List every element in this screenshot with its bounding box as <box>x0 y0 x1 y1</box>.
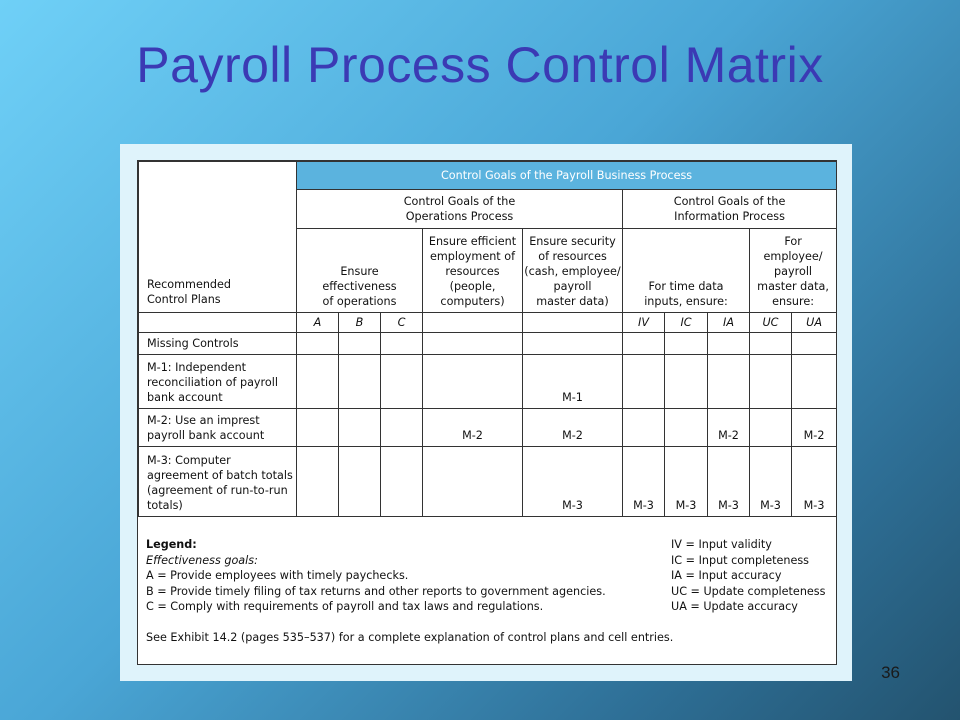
master-data-header: For employee/ payroll master data, ensure: <box>750 229 837 313</box>
matrix-cell <box>423 333 523 355</box>
matrix-cell <box>665 355 708 409</box>
matrix-cell: M-3 <box>665 447 708 517</box>
matrix-cell <box>381 447 423 517</box>
matrix-cell <box>297 447 339 517</box>
column-code <box>423 313 523 333</box>
matrix-cell: M-2 <box>423 409 523 447</box>
control-matrix-panel <box>137 160 837 665</box>
matrix-cell <box>339 355 381 409</box>
matrix-cell: M-1 <box>523 355 623 409</box>
legend-code: IC = Input completeness <box>671 553 810 567</box>
column-code: IC <box>665 313 708 333</box>
matrix-cell <box>665 409 708 447</box>
legend-subheading: Effectiveness goals: <box>146 553 258 567</box>
matrix-cell <box>339 333 381 355</box>
column-code <box>523 313 623 333</box>
slide-title: Payroll Process Control Matrix <box>136 37 824 93</box>
matrix-cell <box>750 409 792 447</box>
matrix-cell: M-2 <box>792 409 837 447</box>
matrix-cell <box>297 355 339 409</box>
column-code: UA <box>792 313 837 333</box>
section-label: Missing Controls <box>139 333 297 355</box>
control-plan-label: M-2: Use an imprest payroll bank account <box>139 409 297 447</box>
matrix-cell <box>708 333 750 355</box>
column-code: A <box>297 313 339 333</box>
matrix-cell <box>623 409 665 447</box>
matrix-cell <box>750 355 792 409</box>
matrix-cell <box>750 333 792 355</box>
legend-code: IA = Input accuracy <box>671 569 782 582</box>
column-code: UC <box>750 313 792 333</box>
table-row <box>139 447 837 517</box>
empty-cell <box>139 313 297 333</box>
information-group-header: Control Goals of the Information Process <box>623 190 837 229</box>
matrix-cell <box>665 333 708 355</box>
column-code: B <box>339 313 381 333</box>
control-plan-label: M-1: Independent reconciliation of payroll bank account <box>139 355 297 409</box>
matrix-cell: M-3 <box>708 447 750 517</box>
matrix-cell <box>792 333 837 355</box>
legend-heading: Legend: <box>146 538 197 551</box>
matrix-cell <box>623 333 665 355</box>
matrix-cell <box>381 409 423 447</box>
effectiveness-header: Ensure effectiveness of operations <box>297 229 423 313</box>
matrix-cell <box>381 333 423 355</box>
matrix-cell <box>297 409 339 447</box>
control-matrix-table <box>138 161 837 517</box>
column-code: IV <box>623 313 665 333</box>
matrix-cell <box>423 447 523 517</box>
efficiency-header: Ensure efficient employment of resources (people, computers) <box>423 229 523 313</box>
matrix-cell <box>523 333 623 355</box>
matrix-cell <box>339 447 381 517</box>
matrix-cell: M-3 <box>792 447 837 517</box>
operations-group-header: Control Goals of the Operations Process <box>297 190 623 229</box>
matrix-cell: M-3 <box>523 447 623 517</box>
table-row <box>139 355 837 409</box>
legend <box>146 537 828 657</box>
matrix-cell: M-2 <box>523 409 623 447</box>
legend-code: IV = Input validity <box>671 538 772 551</box>
page-number: 36 <box>881 663 900 682</box>
matrix-cell <box>623 355 665 409</box>
matrix-cell <box>339 409 381 447</box>
legend-code: UC = Update completeness <box>671 584 826 598</box>
matrix-cell: M-2 <box>708 409 750 447</box>
matrix-cell: M-3 <box>750 447 792 517</box>
legend-note: See Exhibit 14.2 (pages 535–537) for a complete explanation of control plans and cell entries. <box>146 631 674 644</box>
time-data-header: For time data inputs, ensure: <box>623 229 750 313</box>
legend-goals <box>146 537 666 615</box>
legend-goal: B = Provide timely filing of tax returns and other reports to government agencies. <box>146 584 606 598</box>
control-plan-label: M-3: Computer agreement of batch totals (agreement of run-to-run totals) <box>139 447 297 517</box>
matrix-cell <box>792 355 837 409</box>
table-row <box>139 409 837 447</box>
legend-codes <box>671 537 831 615</box>
column-code: IA <box>708 313 750 333</box>
band-title: Control Goals of the Payroll Business Process <box>297 162 837 190</box>
security-header: Ensure security of resources (cash, employee/ payroll master data) <box>523 229 623 313</box>
matrix-cell: M-3 <box>623 447 665 517</box>
matrix-cell <box>297 333 339 355</box>
column-code: C <box>381 313 423 333</box>
matrix-cell <box>381 355 423 409</box>
legend-goal: C = Comply with requirements of payroll and tax laws and regulations. <box>146 600 544 613</box>
row-header: Recommended Control Plans <box>139 162 297 313</box>
matrix-cell <box>423 355 523 409</box>
legend-goal: A = Provide employees with timely paychecks. <box>146 569 409 582</box>
matrix-cell <box>708 355 750 409</box>
legend-code: UA = Update accuracy <box>671 600 798 613</box>
